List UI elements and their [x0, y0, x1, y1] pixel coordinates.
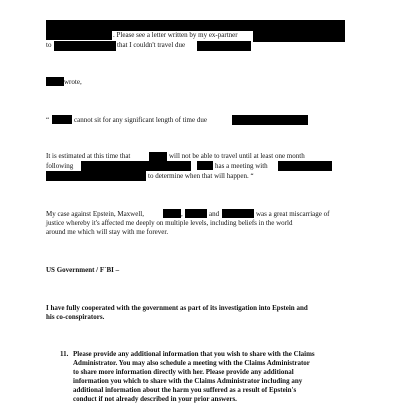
estimate-line2-prefix: following	[46, 162, 74, 170]
estimate-line1-prefix: It is estimated at this time that	[46, 152, 131, 160]
redaction-block	[222, 209, 254, 218]
question-line: Please provide any additional information that you wish to share with the Claims	[73, 350, 315, 358]
open-quote: “	[46, 116, 50, 124]
question-line: additional information about the harm you suffered as a result of Epstein's	[73, 386, 297, 394]
estimate-line1-suffix: will not be able to travel until at least one month	[169, 152, 305, 160]
redaction-block	[52, 115, 72, 124]
section-heading: US Government / F`BI –	[46, 266, 120, 274]
case-line1-comma: ,	[181, 210, 183, 218]
case-line1-and: and	[209, 210, 220, 218]
redaction-block	[232, 115, 308, 125]
case-line3: around me which will stay with me forever.	[46, 228, 169, 236]
estimate-line2-suffix: has a meeting with	[215, 162, 268, 170]
cooperation-line1: I have fully cooperated with the government as part of its investigation into Epstein and	[46, 304, 308, 312]
redaction-block	[278, 161, 332, 171]
case-line1-prefix: My case against Epstein, Maxwell,	[46, 210, 144, 218]
redaction-block	[46, 171, 146, 181]
question-number: 11.	[60, 350, 69, 358]
quote-text: cannot sit for any significant length of time due	[74, 116, 207, 124]
question-line: conduct if not already described in your prior answers.	[73, 395, 237, 403]
redaction-block	[54, 41, 116, 51]
redaction-block	[46, 20, 345, 31]
redaction-block	[163, 209, 181, 218]
redaction-block	[197, 41, 251, 51]
question-line: information you which to share with the Claims Administrator including any	[73, 377, 303, 385]
question-line: to share more information directly with her. Please provide any additional	[73, 368, 294, 376]
question-line: Administrator. You may also schedule a meeting with the Claims Administrator	[73, 359, 310, 367]
redaction-block	[46, 31, 112, 40]
letter-intro-text: . Please see a letter written by my ex-partner	[113, 31, 238, 39]
redaction-block	[81, 161, 191, 171]
cooperation-line2: his co-conspirators.	[46, 313, 105, 321]
estimate-line3-suffix: to determine when that will happen. “	[148, 172, 254, 180]
redaction-block	[185, 209, 207, 218]
redaction-block	[149, 152, 167, 161]
case-line2: justice whereby it's affected me deeply on multiple levels, including beliefs in the world	[46, 219, 293, 227]
letter-intro-line2-mid: that I couldn't travel due	[117, 41, 186, 49]
wrote-line: wrote,	[64, 78, 82, 86]
case-line1-suffix: was a great miscarriage of	[256, 210, 330, 218]
redaction-block	[253, 31, 345, 42]
letter-intro-line2-prefix: to	[46, 41, 52, 49]
redaction-block	[46, 77, 64, 86]
redaction-block	[197, 161, 213, 170]
